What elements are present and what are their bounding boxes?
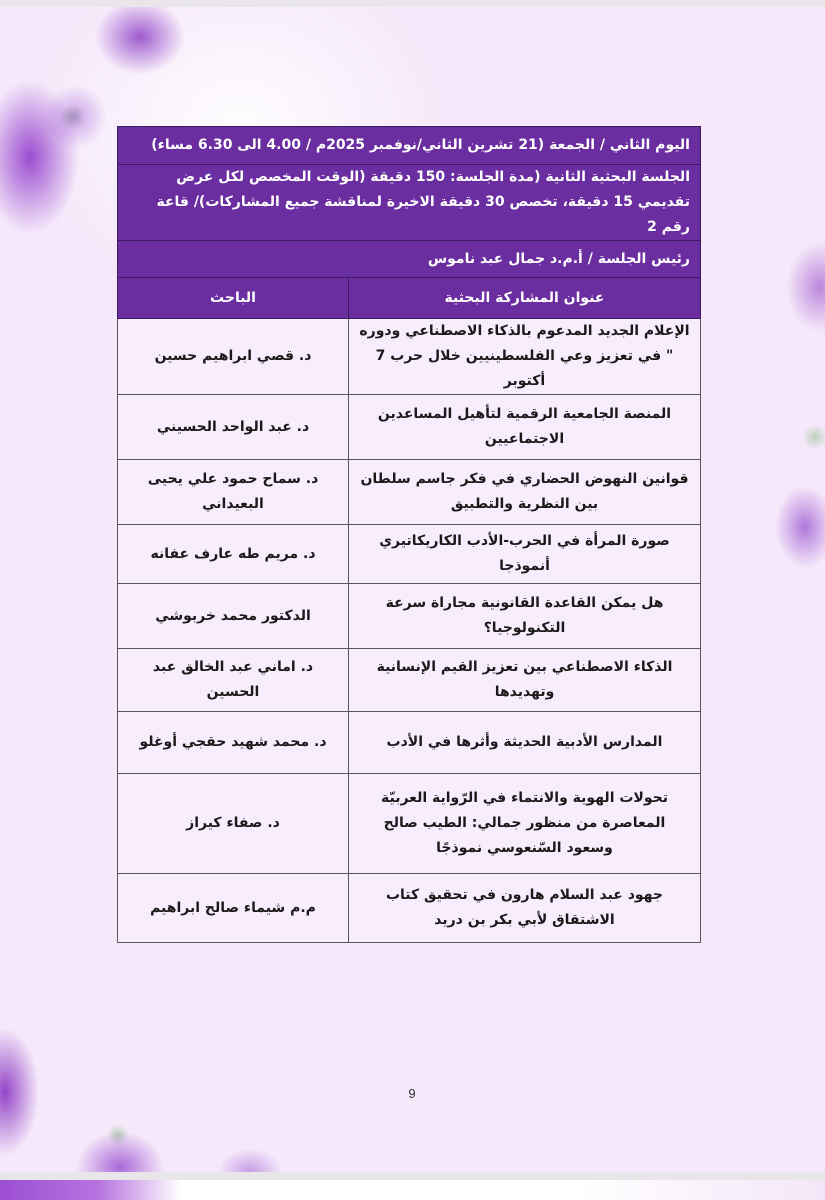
researcher-name: د. اماني عبد الخالق عبد الحسين (118, 649, 349, 712)
column-header-row (118, 278, 701, 319)
paper-title: الإعلام الجديد المدعوم بالذكاء الاصطناعي ودوره " في تعزيز وعي الفلسطينيين خلال حرب 7 أكتوبر (349, 319, 701, 395)
day-banner: اليوم الثاني / الجمعة (21 تشرين الثاني/نوفمبر 2025م / 4.00 الى 6.30 مساء) (118, 127, 701, 165)
researcher-name: م.م شيماء صالح ابراهيم (118, 874, 349, 943)
paper-title: هل يمكن القاعدة القانونية مجاراة سرعة التكنولوجيا؟ (349, 584, 701, 649)
paper-title: الذكاء الاصطناعي بين تعزيز القيم الإنسانية وتهديدها (349, 649, 701, 712)
table-row (118, 319, 701, 395)
table-row (118, 874, 701, 943)
paper-title: جهود عبد السلام هارون في تحقيق كتاب الاشتقاق لأبي بكر بن دريد (349, 874, 701, 943)
researcher-name: د. محمد شهيد حقجي أوغلو (118, 712, 349, 774)
page-number: 9 (408, 1086, 416, 1101)
researcher-name: د. سماح حمود علي يحيى البعيداني (118, 460, 349, 525)
researcher-name: د. عبد الواحد الحسيني (118, 395, 349, 460)
paper-title: صورة المرأة في الحرب-الأدب الكاريكاتيري أنموذجا (349, 525, 701, 584)
viewer-top-divider (0, 0, 825, 7)
column-header-title: عنوان المشاركة البحثية (349, 278, 701, 319)
table-row (118, 584, 701, 649)
paper-title: المنصة الجامعية الرقمية لتأهيل المساعدين الاجتماعيين (349, 395, 701, 460)
viewer-bottom-divider (0, 1172, 825, 1180)
researcher-name: د. مريم طه عارف عفانه (118, 525, 349, 584)
session-chair: رئيس الجلسة / أ.م.د جمال عبد ناموس (118, 241, 701, 278)
session-banner-row (118, 165, 701, 241)
table-row (118, 525, 701, 584)
chair-banner-row (118, 241, 701, 278)
table-row (118, 395, 701, 460)
session-schedule-table (117, 126, 701, 943)
researcher-name: د. صفاء كيراز (118, 774, 349, 874)
session-banner: الجلسة البحثية الثانية (مدة الجلسة: 150 دقيقة (الوقت المخصص لكل عرض تقديمي 15 دقيقة، تخصص 30 دقيقة الاخيرة لمناقشة جميع المشاركات)/ قاعة رقم 2 (118, 165, 701, 241)
table-row (118, 649, 701, 712)
paper-title: تحولات الهوية والانتماء في الرّواية العربيّة المعاصرة من منظور جمالي: الطيب صالح وسعود السّنعوسي نموذجًا (349, 774, 701, 874)
researcher-name: الدكتور محمد خربوشي (118, 584, 349, 649)
paper-title: المدارس الأدبية الحديثة وأثرها في الأدب (349, 712, 701, 774)
researcher-name: د. قصي ابراهيم حسين (118, 319, 349, 395)
table-row (118, 460, 701, 525)
day-banner-row (118, 127, 701, 165)
table-row (118, 774, 701, 874)
table-row (118, 712, 701, 774)
column-header-researcher: الباحث (118, 278, 349, 319)
next-page-preview (0, 1180, 825, 1200)
paper-title: قوانين النهوض الحضاري في فكر جاسم سلطان بين النظرية والتطبيق (349, 460, 701, 525)
